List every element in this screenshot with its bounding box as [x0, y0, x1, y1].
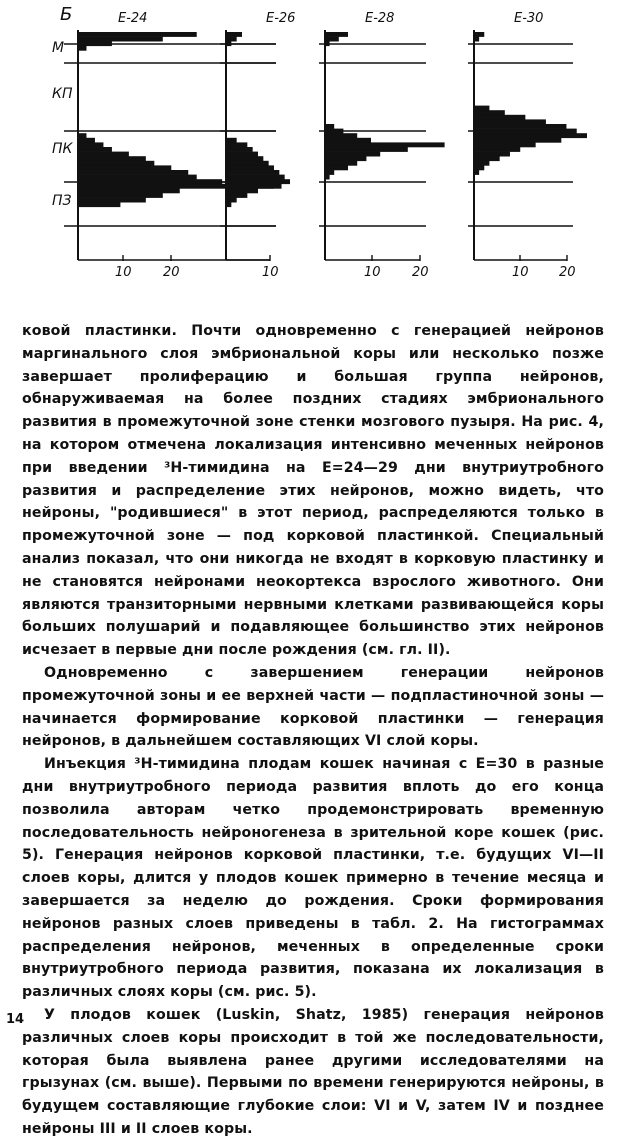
histogram-panel — [64, 11, 282, 280]
paragraph-1: ковой пластинки. Почти одновременно с генерацией нейронов маргинального слоя эмбриональной коры или несколько позже завершает пролиферацию и большая группа нейронов, обнаруживаемая на более поздних стадиях эмбрионального развития в промежуточной зоне стенки мозгового пузыря. На рис. 4, на котором отмечена локализация интенсивно меченных нейронов при введении ³Н-тимидина на Е=24—29 дни внутриутробного развития и распределение этих нейронов, можно видеть, что нейроны, "родившиеся" в этот период, распределяются только в промежуточной зоне — под корковой пластинкой. Специальный анализ показал, что они никогда не входят в корковую пластинку и не становятся нейронами неокортекса взрослого животного. Они являются транзиторными нервными клетками развивающейся коры больших полушарий и подавляющее большинство этих нейронов исчезает в первые дни после рождения (см. гл. II). — [22, 323, 604, 659]
histogram-bar — [325, 124, 334, 129]
histogram-bar — [78, 133, 86, 138]
histogram-bar — [226, 202, 231, 207]
histogram-bar — [226, 184, 274, 189]
histogram-bar — [78, 165, 171, 170]
histogram-panel — [220, 11, 295, 280]
histogram-bar — [78, 198, 146, 203]
x-tick-label: 20 — [412, 265, 429, 280]
histogram-panel — [319, 11, 445, 280]
panel-title: Е-30 — [514, 11, 544, 26]
histogram-bar — [226, 37, 237, 42]
histogram-bar — [474, 138, 561, 143]
histogram-bar — [325, 152, 380, 157]
histogram-bar — [226, 198, 237, 203]
x-tick-label: 10 — [512, 265, 529, 280]
x-tick-label: 10 — [115, 265, 132, 280]
x-tick-label: 10 — [262, 265, 279, 280]
histogram-bar — [325, 147, 408, 152]
histogram-bar — [325, 175, 330, 180]
layer-labels — [52, 40, 74, 209]
histogram-bar — [78, 175, 197, 180]
histogram-bar — [78, 32, 197, 37]
histogram-bar — [474, 156, 500, 161]
histogram-bar — [78, 37, 163, 42]
histogram-bar — [226, 161, 269, 166]
panel-title: Е-26 — [266, 11, 296, 26]
x-tick-label: 10 — [364, 265, 381, 280]
page-number: 14 — [6, 1012, 25, 1027]
histogram-bar — [226, 179, 290, 184]
histogram-bar — [474, 165, 484, 170]
figure-panel-letter: Б — [60, 4, 73, 25]
histogram-bar — [78, 46, 86, 51]
histogram-panel — [468, 11, 587, 280]
histogram-bar — [474, 147, 520, 152]
histogram-bar — [78, 138, 95, 143]
histogram-bar — [325, 138, 371, 143]
histogram-bar — [78, 161, 154, 166]
histogram-bar — [474, 32, 484, 37]
layer-label: М — [52, 40, 65, 56]
histogram-bar — [474, 133, 587, 138]
paragraph-4: У плодов кошек (Luskin, Shatz, 1985) генерация нейронов различных слоев коры происходит в той же последовательности, которая была выявлена ранее другими исследователями на грызунах (см. выше). Первыми по времени генерируются нейроны, в будущем составляющие глубокие слои: VI и V, затем IV и позднее нейроны III и II слоев коры. — [22, 1006, 604, 1137]
histogram-bar — [226, 188, 258, 193]
histogram-bar — [325, 133, 357, 138]
histogram-bar — [226, 175, 285, 180]
histogram-bar — [325, 156, 366, 161]
histogram-bar — [78, 142, 103, 147]
histogram-bar — [474, 115, 525, 120]
layer-label: ПЗ — [52, 193, 72, 209]
histogram-bar — [226, 170, 279, 175]
histogram-bar — [226, 193, 247, 198]
histogram-bar — [226, 156, 263, 161]
histogram-bar — [325, 165, 348, 170]
x-tick-label: 20 — [559, 265, 576, 280]
histogram-bar — [474, 129, 577, 134]
histogram-bar — [78, 41, 112, 46]
histogram-bar — [78, 193, 163, 198]
histogram-panels — [64, 11, 587, 280]
body-text — [22, 320, 604, 1141]
layer-label: КП — [52, 86, 73, 102]
histogram-bar — [325, 170, 334, 175]
histogram-bar — [325, 32, 348, 37]
histogram-bar — [226, 165, 274, 170]
histogram-bar — [474, 124, 566, 129]
panel-title: Е-24 — [118, 11, 148, 26]
histogram-bar — [474, 170, 479, 175]
histogram-bar — [226, 41, 231, 46]
histogram-bar — [226, 32, 242, 37]
histogram-bar — [474, 106, 489, 111]
histogram-bar — [325, 41, 330, 46]
histogram-bar — [78, 202, 120, 207]
histogram-bar — [78, 179, 222, 184]
histogram-bar — [474, 37, 479, 42]
histogram-bar — [474, 142, 536, 147]
histogram-bar — [325, 142, 445, 147]
histogram-bar — [474, 161, 489, 166]
histogram-bar — [325, 161, 357, 166]
histogram-figure — [0, 0, 620, 300]
histogram-bar — [226, 142, 247, 147]
histogram-bar — [78, 156, 146, 161]
layer-label: ПК — [52, 141, 73, 157]
histogram-bar — [325, 129, 343, 134]
histogram-bar — [78, 170, 188, 175]
paragraph-3: Инъекция ³Н-тимидина плодам кошек начиная с Е=30 в разные дни внутриутробного периода развития вплоть до его конца позволила авторам четко продемонстрировать временную последовательность нейроногенеза в зрительной коре кошек (рис. 5). Генерация нейронов корковой пластинки, т.е. будущих VI—II слоев коры, длится у плодов кошек примерно в течение месяца и завершается за неделю до рождения. Сроки формирования нейронов разных слоев приведены в табл. 2. На гистограммах распределения нейронов, меченных в определенные сроки внутриутробного периода развития, показана их локализация в различных слоях коры (см. рис. 5). — [22, 756, 604, 1001]
histogram-bar — [226, 138, 237, 143]
histogram-bar — [474, 152, 510, 157]
histogram-bar — [226, 152, 258, 157]
histogram-bar — [78, 147, 112, 152]
histogram-bar — [78, 152, 129, 157]
x-tick-label: 20 — [163, 265, 180, 280]
panel-title: Е-28 — [365, 11, 395, 26]
paragraph-2: Одновременно с завершением генерации нейронов промежуточной зоны и ее верхней части — подпластиночной зоны — начинается формирование корковой пластинки — генерация нейронов, в дальнейшем составляющих VI слой коры. — [22, 664, 604, 750]
histogram-bar — [474, 110, 505, 115]
histogram-bar — [78, 188, 180, 193]
histogram-bar — [474, 119, 546, 124]
histogram-bar — [325, 37, 339, 42]
histogram-bar — [226, 147, 253, 152]
